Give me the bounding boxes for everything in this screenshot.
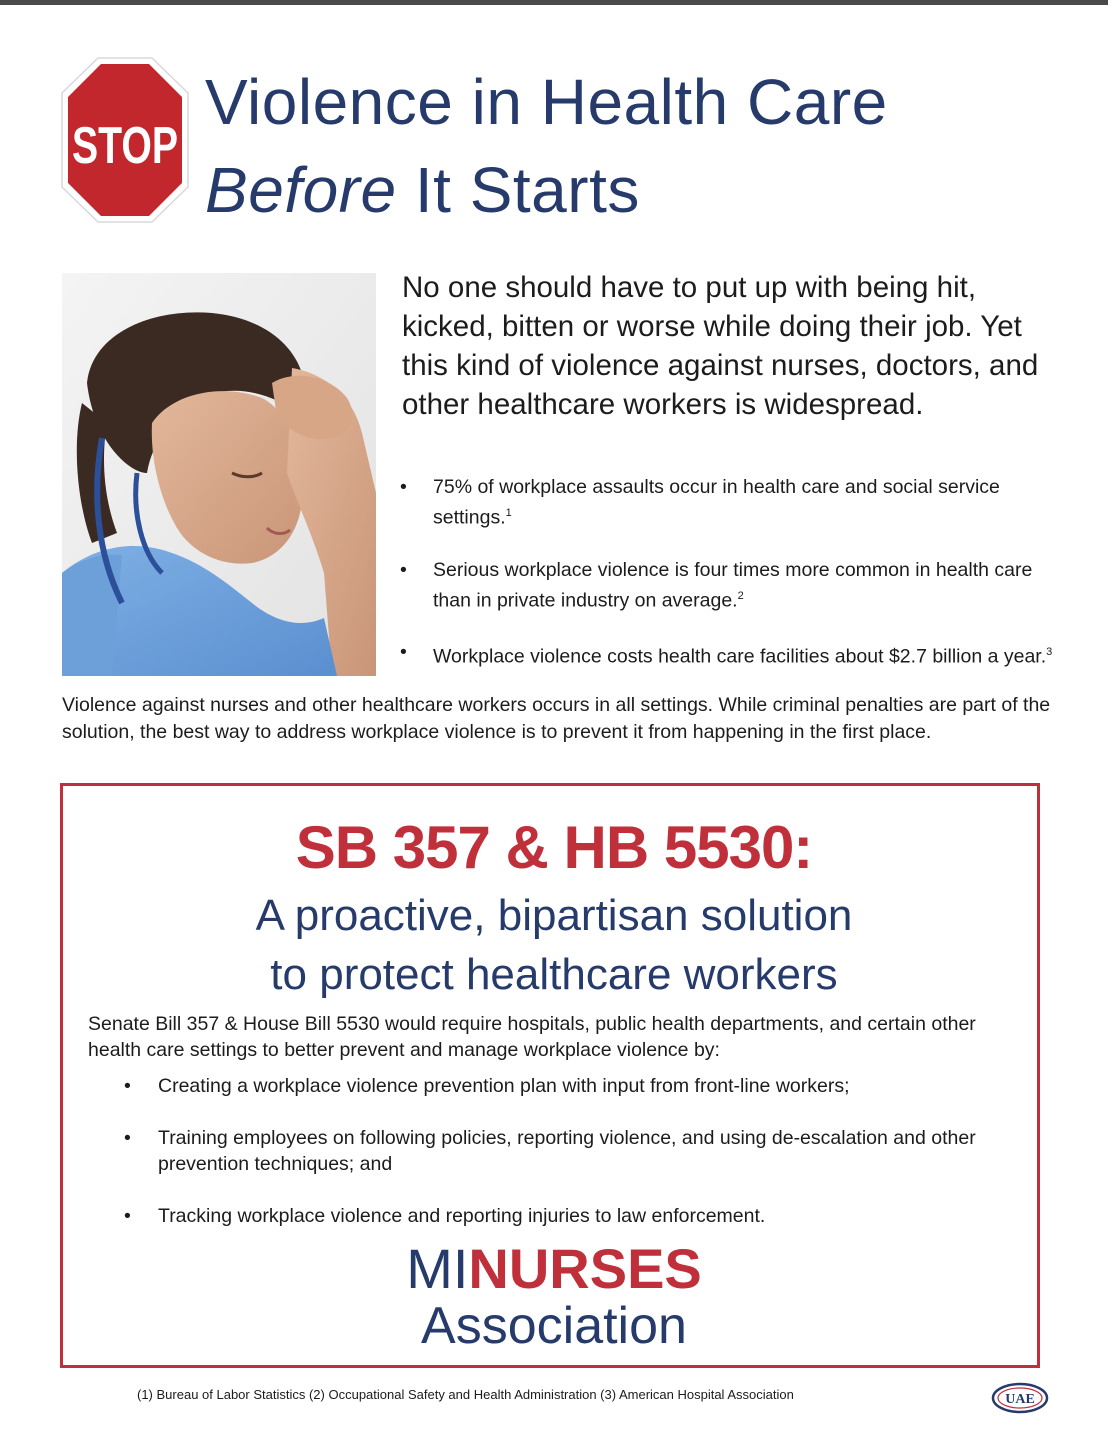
intro-text: No one should have to put up with being hit, kicked, bitten or worse while doing their job. Yet this kind of violence against nurses, doctors, and other healthcare workers is widespread. xyxy=(402,271,1039,421)
action-text: Training employees on following policies, reporting violence, and using de-escalation and other prevention techniques; and xyxy=(158,1127,976,1175)
bullet-icon: • xyxy=(124,1205,131,1227)
action-text: Creating a workplace violence prevention plan with input from front-line workers; xyxy=(158,1075,850,1097)
footnote-sources: (1) Bureau of Labor Statistics (2) Occupational Safety and Health Administration (3) American Hospital Association xyxy=(137,1387,794,1402)
bullet-icon: • xyxy=(400,641,407,663)
fact-text: Workplace violence costs health care facilities about $2.7 billion a year. xyxy=(433,645,1047,668)
fact-text: 75% of workplace assaults occur in health care and social service settings. xyxy=(433,476,1000,529)
logo-mi: MI xyxy=(406,1237,469,1300)
fact-ref: 1 xyxy=(505,507,512,519)
union-bug-label: UAE xyxy=(1005,1392,1035,1407)
bill-subtitle xyxy=(0,886,1108,1004)
page-title xyxy=(205,58,888,234)
title-before: Before xyxy=(205,154,397,226)
fact-ref: 3 xyxy=(1046,646,1053,658)
title-line-2 xyxy=(205,146,888,234)
title-line-1: Violence in Health Care xyxy=(205,66,888,138)
actions-list xyxy=(120,1073,1020,1255)
fact-ref: 2 xyxy=(737,589,744,602)
bullet-icon: • xyxy=(124,1127,131,1149)
fact-text: Serious workplace violence is four times more common in health care than in private industry on average. xyxy=(433,558,1033,611)
logo-line-1 xyxy=(0,1237,1108,1300)
action-item xyxy=(120,1073,1020,1099)
action-item xyxy=(120,1125,1020,1177)
facts-list xyxy=(400,474,1060,696)
logo-association: Association xyxy=(421,1297,687,1355)
action-text: Tracking workplace violence and reporting injuries to law enforcement. xyxy=(158,1205,766,1227)
bill-subtitle-line-2: to protect healthcare workers xyxy=(270,950,838,999)
stop-sign-icon xyxy=(60,55,190,225)
bill-title: SB 357 & HB 5530: xyxy=(295,814,813,881)
fact-item xyxy=(400,639,1060,670)
title-rest: It Starts xyxy=(396,154,640,226)
bullet-icon: • xyxy=(400,476,407,498)
union-bug-icon xyxy=(991,1382,1049,1414)
nurse-photo xyxy=(62,273,376,676)
summary-paragraph: Violence against nurses and other healthcare workers occurs in all settings. While criminal penalties are part of the solution, the best way to address workplace violence is to prevent it from happening in the first place. xyxy=(62,694,1051,743)
top-border xyxy=(0,0,1108,5)
fact-item xyxy=(400,474,1060,531)
fact-item xyxy=(400,557,1060,614)
bullet-icon: • xyxy=(124,1075,131,1097)
logo-nurses: NURSES xyxy=(468,1237,702,1300)
action-item xyxy=(120,1203,1020,1229)
bill-subtitle-line-1: A proactive, bipartisan solution xyxy=(255,891,853,940)
stop-sign-text: STOP xyxy=(72,117,178,175)
bill-description: Senate Bill 357 & House Bill 5530 would require hospitals, public health departments, and certain other health care settings to better prevent and manage workplace violence by: xyxy=(88,1013,976,1061)
bullet-icon: • xyxy=(400,558,407,581)
mi-nurses-association-logo xyxy=(0,1237,1108,1355)
